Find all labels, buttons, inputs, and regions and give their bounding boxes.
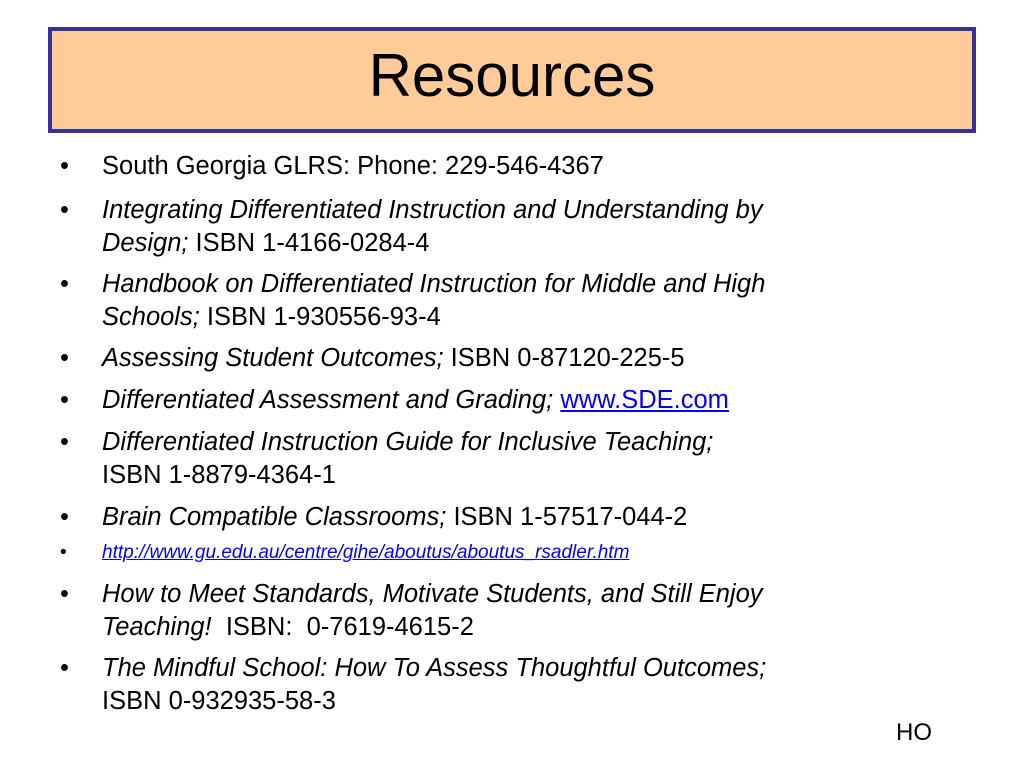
list-item-text	[102, 342, 962, 375]
bullet-icon: •	[60, 152, 69, 180]
isbn-text: ISBN 0-932935-58-3	[102, 687, 336, 715]
list-item-text	[102, 194, 962, 260]
list-item-text	[102, 541, 962, 565]
list-item-text	[102, 268, 962, 334]
book-title: Integrating Differentiated Instruction and Understanding by	[102, 196, 763, 224]
sde-link[interactable]: www.SDE.com	[560, 386, 729, 414]
book-title: Assessing Student Outcomes;	[102, 344, 444, 372]
list-item-text: South Georgia GLRS: Phone: 229-546-4367	[102, 152, 604, 180]
handout-note: HO	[896, 719, 932, 746]
bullet-icon: •	[60, 428, 69, 456]
book-title: Handbook on Differentiated Instruction for Middle and High	[102, 270, 766, 298]
bullet-icon: •	[60, 580, 69, 608]
book-title: Brain Compatible Classrooms;	[102, 503, 447, 531]
isbn-text: ISBN 0-87120-225-5	[443, 344, 685, 372]
book-title: Differentiated Assessment and Grading;	[102, 386, 554, 414]
isbn-text: ISBN 1-4166-0284-4	[188, 229, 430, 257]
list-item-text	[102, 652, 962, 718]
bullet-icon: •	[60, 386, 69, 414]
bullet-icon: •	[60, 654, 69, 682]
bullet-icon: •	[60, 503, 69, 531]
list-item-text	[102, 384, 962, 417]
list-item-text	[102, 501, 962, 534]
gu-edu-link[interactable]: http://www.gu.edu.au/centre/gihe/aboutus/aboutus_rsadler.htm	[102, 542, 630, 563]
bullet-icon: •	[60, 196, 69, 224]
book-title: Differentiated Instruction Guide for Inclusive Teaching;	[102, 428, 714, 456]
book-title: Design;	[102, 229, 189, 257]
isbn-text: ISBN 1-8879-4364-1	[102, 461, 336, 489]
slide-title: Resources	[368, 42, 656, 109]
isbn-text: ISBN 1-930556-93-4	[199, 303, 441, 331]
list-item-text	[102, 426, 962, 492]
bullet-icon: •	[60, 542, 67, 563]
isbn-text: ISBN: 0-7619-4615-2	[211, 613, 474, 641]
book-title: Schools;	[102, 303, 200, 331]
book-title: The Mindful School: How To Assess Thoughtful Outcomes;	[102, 654, 767, 682]
isbn-text: ISBN 1-57517-044-2	[446, 503, 688, 531]
book-title: Teaching!	[102, 613, 212, 641]
list-item-text	[102, 578, 962, 644]
bullet-icon: •	[60, 344, 69, 372]
book-title: How to Meet Standards, Motivate Students, and Still Enjoy	[102, 580, 763, 608]
bullet-icon: •	[60, 270, 69, 298]
